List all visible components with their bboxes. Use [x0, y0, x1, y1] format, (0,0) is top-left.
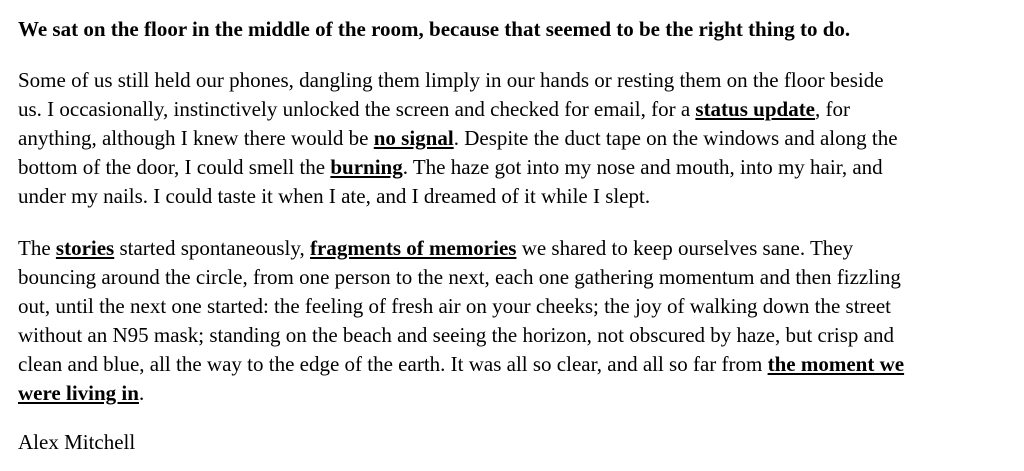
p1-line-1: [18, 66, 1012, 95]
story-title: We sat on the floor in the middle of the room, because that seemed to be the right thing to do.: [18, 17, 851, 41]
p2-line-6: [18, 379, 1012, 408]
p2-line-2-text: bouncing around the circle, from one person to the next, each one gathering momentum and then fizzling: [18, 265, 901, 289]
p1-line-2-text: us. I occasionally, instinctively unlocked the screen and checked for email, for a: [18, 97, 696, 121]
link-the-moment-we-part-2[interactable]: were living in: [18, 381, 139, 405]
p1-line-3-text: anything, although I knew there would be: [18, 126, 374, 150]
p1-line-2: [18, 95, 1012, 124]
link-status-update[interactable]: status update: [695, 97, 816, 121]
p1-line-2-tail: , for: [815, 97, 851, 121]
p2-line-4: [18, 321, 1012, 350]
p1-line-3: [18, 124, 1012, 153]
p2-line-1-tail: we shared to keep ourselves sane. They: [516, 236, 854, 260]
paragraph-1: [18, 66, 1012, 211]
p2-line-1-mid: started spontaneously,: [114, 236, 311, 260]
p2-line-4-text: without an N95 mask; standing on the beach and seeing the horizon, not obscured by haze, but crisp and: [18, 323, 894, 347]
link-burning[interactable]: burning: [330, 155, 403, 179]
p2-line-1: [18, 234, 1012, 263]
p1-line-4: [18, 153, 1012, 182]
link-the-moment-we-part-1[interactable]: the moment we: [767, 352, 905, 376]
p1-line-4-tail: . The haze got into my nose and mouth, into my hair, and: [402, 155, 883, 179]
link-fragments-of-memories[interactable]: fragments of memories: [310, 236, 517, 260]
p2-line-3: [18, 292, 1012, 321]
p2-line-2: [18, 263, 1012, 292]
p1-line-5-text: under my nails. I could taste it when I ate, and I dreamed of it while I slept.: [18, 184, 651, 208]
link-no-signal[interactable]: no signal: [373, 126, 454, 150]
p2-line-1-text: The: [18, 236, 56, 260]
p2-line-3-text: out, until the next one started: the feeling of fresh air on your cheeks; the joy of walking down the street: [18, 294, 892, 318]
link-stories[interactable]: stories: [55, 236, 115, 260]
author-name: Alex Mitchell: [18, 430, 136, 454]
p1-line-1-text: Some of us still held our phones, dangling them limply in our hands or resting them on the floor beside: [18, 68, 884, 92]
p2-line-5-text: clean and blue, all the way to the edge of the earth. It was all so clear, and all so far from: [18, 352, 768, 376]
p1-line-5: [18, 182, 1012, 211]
paragraph-2: [18, 234, 1012, 408]
p2-line-6-tail: .: [138, 381, 145, 405]
p2-line-5: [18, 350, 1012, 379]
p1-line-3-tail: . Despite the duct tape on the windows and along the: [453, 126, 898, 150]
p1-line-4-text: bottom of the door, I could smell the: [18, 155, 331, 179]
